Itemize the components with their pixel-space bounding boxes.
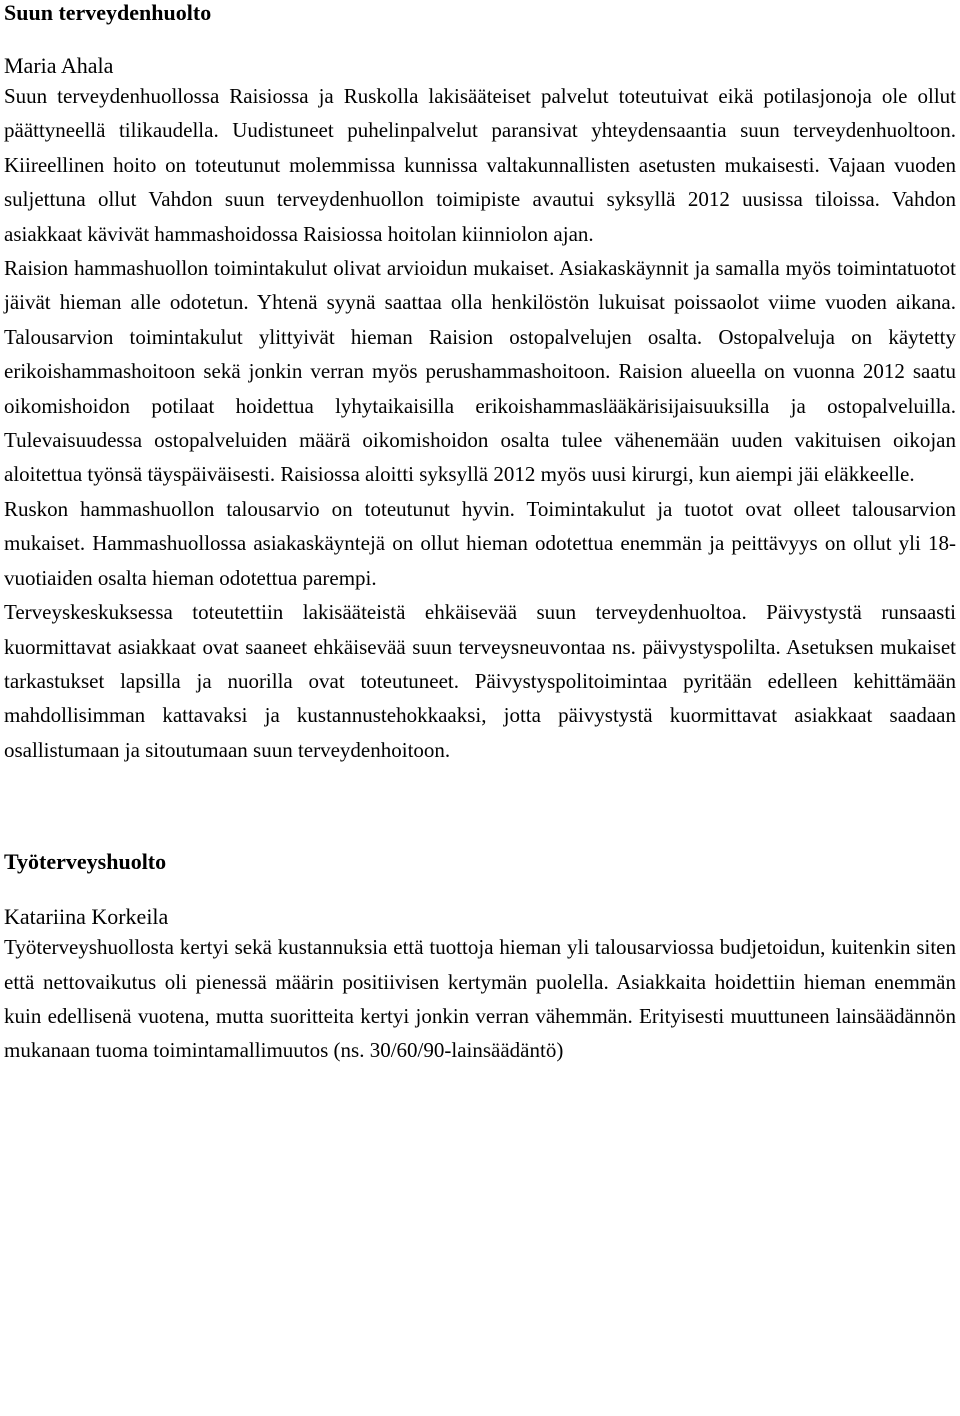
paragraph: Ruskon hammashuollon talousarvio on toteutunut hyvin. Toimintakulut ja tuotot ovat olleet talousarvion mukaiset. Hammashuollossa asiakaskäyntejä on ollut hieman odotettua enemmän ja peittävyys on ollut yli 18-vuotiaiden osalta hieman odotettua parempi. (4, 496, 956, 590)
section-title: Suun terveydenhuolto (4, 0, 212, 25)
section-author: Katariina Korkeila (4, 904, 169, 930)
section-tyoterveyshuolto (4, 849, 956, 1068)
section-suun-terveydenhuolto (4, 0, 956, 767)
paragraph: Työterveyshuollosta kertyi sekä kustannuksia että tuottoja hieman yli talousarviossa budjetoidun, kuitenkin siten että nettovaikutus oli pienessä määrin positiivisen kertymän puolella. Asiakkaita hoidettiin hieman enemmän kuin edellisenä vuotena, mutta suoritteita kertyi jonkin verran vähemmän. Erityisesti muuttuneen lainsäädännön mukanaan tuoma toimintamallimuutos (ns. 30/60/90-lainsäädäntö) (4, 935, 956, 1063)
section-author: Maria Ahala (4, 53, 114, 78)
document-page (4, 0, 956, 1068)
paragraph: Suun terveydenhuollossa Raisiossa ja Ruskolla lakisääteiset palvelut toteutuivat eikä potilasjonoja ole ollut päättyneellä tilikaudella. Uudistuneet puhelinpalvelut paransivat yhteydensaantia suun terveydenhuoltoon. Kiireellinen hoito on toteutunut molemmissa kunnissa valtakunnallisten asetusten mukaisesti. Vajaan vuoden suljettuna ollut Vahdon suun terveydenhuollon toimipiste avautui syksyllä 2012 uusissa tiloissa. Vahdon asiakkaat kävivät hammashoidossa Raisiossa hoitolan kiinniolon ajan. (4, 84, 956, 246)
paragraph: Raision hammashuollon toimintakulut olivat arvioidun mukaiset. Asiakaskäynnit ja samalla myös toimintatuotot jäivät hieman alle odotetun. Yhtenä syynä saattaa olla henkilöstön lukuisat poissaolot viime vuoden aikana. Talousarvion toimintakulut ylittyivät hieman Raision ostopalvelujen osalta. Ostopalveluja on käytetty erikoishammashoitoon sekä jonkin verran myös perushammashoitoon. Raision alueella on vuonna 2012 saatu oikomishoidon potilaat hoidettua lyhytaikaisilla erikoishammaslääkärisijaisuuksilla ja ostopalveluilla. Tulevaisuudessa ostopalveluiden määrä oikomishoidon osalta tulee vähenemään uuden vakituisen oikojan aloitettua työnsä täyspäiväisesti. Raisiossa aloitti syksyllä 2012 myös uusi kirurgi, kun aiempi jäi eläkkeelle. (4, 256, 956, 487)
paragraph: Terveyskeskuksessa toteutettiin lakisääteistä ehkäisevää suun terveydenhuoltoa. Päivystystä runsaasti kuormittavat asiakkaat ovat saaneet ehkäisevää suun terveysneuvontaa ns. päivystyspolilta. Asetuksen mukaiset tarkastukset lapsilla ja nuorilla ovat toteutuneet. Päivystyspolitoimintaa pyritään edelleen kehittämään mahdollisimman kattavaksi ja kustannustehokkaaksi, jotta päivystystä kuormittavat asiakkaat saadaan osallistumaan ja sitoutumaan suun terveydenhoitoon. (4, 600, 956, 762)
section-title: Työterveyshuolto (4, 849, 167, 875)
